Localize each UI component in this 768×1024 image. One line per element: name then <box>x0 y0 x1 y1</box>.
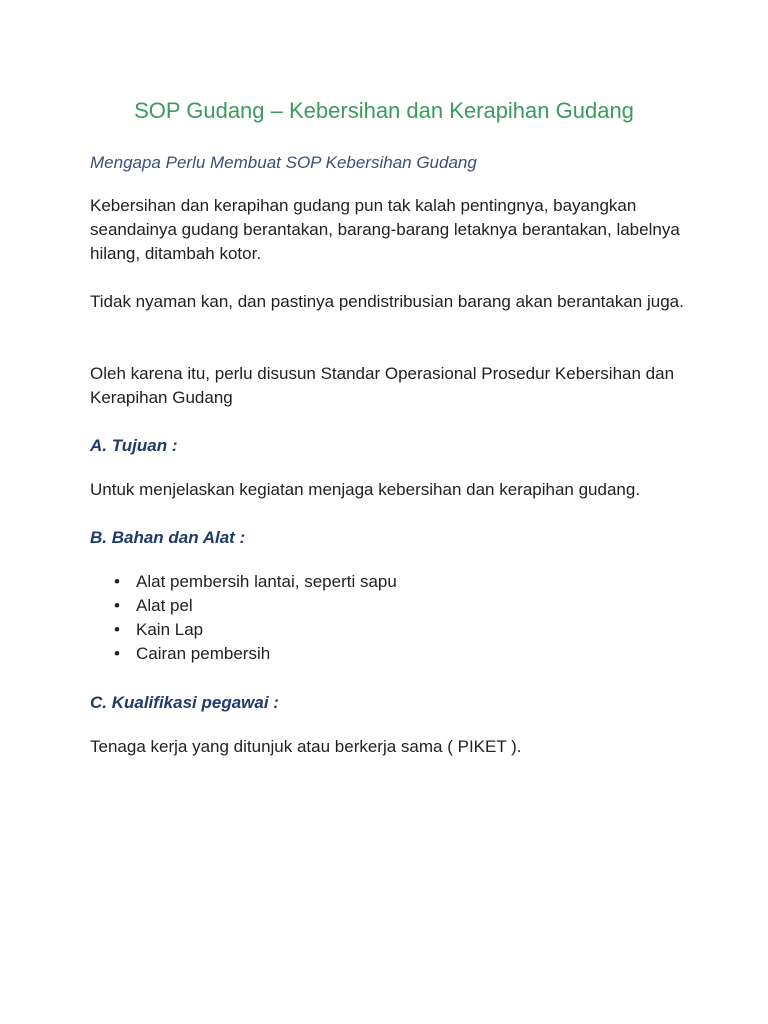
tools-list <box>90 570 397 666</box>
bullet-icon: • <box>114 572 120 591</box>
list-item-text: Kain Lap <box>136 620 204 639</box>
list-item <box>90 642 397 666</box>
section-c-heading: C. Kualifikasi pegawai : <box>90 693 279 712</box>
section-a-heading: A. Tujuan : <box>90 436 178 455</box>
document-title: SOP Gudang – Kebersihan dan Kerapihan Gudang <box>134 98 634 123</box>
list-item-text: Alat pel <box>136 596 193 615</box>
intro-paragraph-3: Oleh karena itu, perlu disusun Standar Operasional Prosedur Kebersihan dan Kerapihan Gudang <box>90 364 675 407</box>
bullet-icon: • <box>114 644 120 663</box>
list-item <box>90 618 397 642</box>
list-item <box>90 594 397 618</box>
list-item <box>90 570 397 594</box>
section-b-heading: B. Bahan dan Alat : <box>90 528 246 547</box>
list-item-text: Alat pembersih lantai, seperti sapu <box>136 572 397 591</box>
section-c-text: Tenaga kerja yang ditunjuk atau berkerja sama ( PIKET ). <box>90 737 522 756</box>
intro-paragraph-1: Kebersihan dan kerapihan gudang pun tak kalah pentingnya, bayangkan seandainya gudang berantakan, barang-barang letaknya berantakan, labelnya hilang, ditambah kotor. <box>90 196 680 263</box>
bullet-icon: • <box>114 620 120 639</box>
section-a-text: Untuk menjelaskan kegiatan menjaga kebersihan dan kerapihan gudang. <box>90 480 641 499</box>
bullet-icon: • <box>114 596 120 615</box>
intro-paragraph-2: Tidak nyaman kan, dan pastinya pendistribusian barang akan berantakan juga. <box>90 292 684 311</box>
list-item-text: Cairan pembersih <box>136 644 271 663</box>
document-subtitle: Mengapa Perlu Membuat SOP Kebersihan Gudang <box>90 153 477 172</box>
